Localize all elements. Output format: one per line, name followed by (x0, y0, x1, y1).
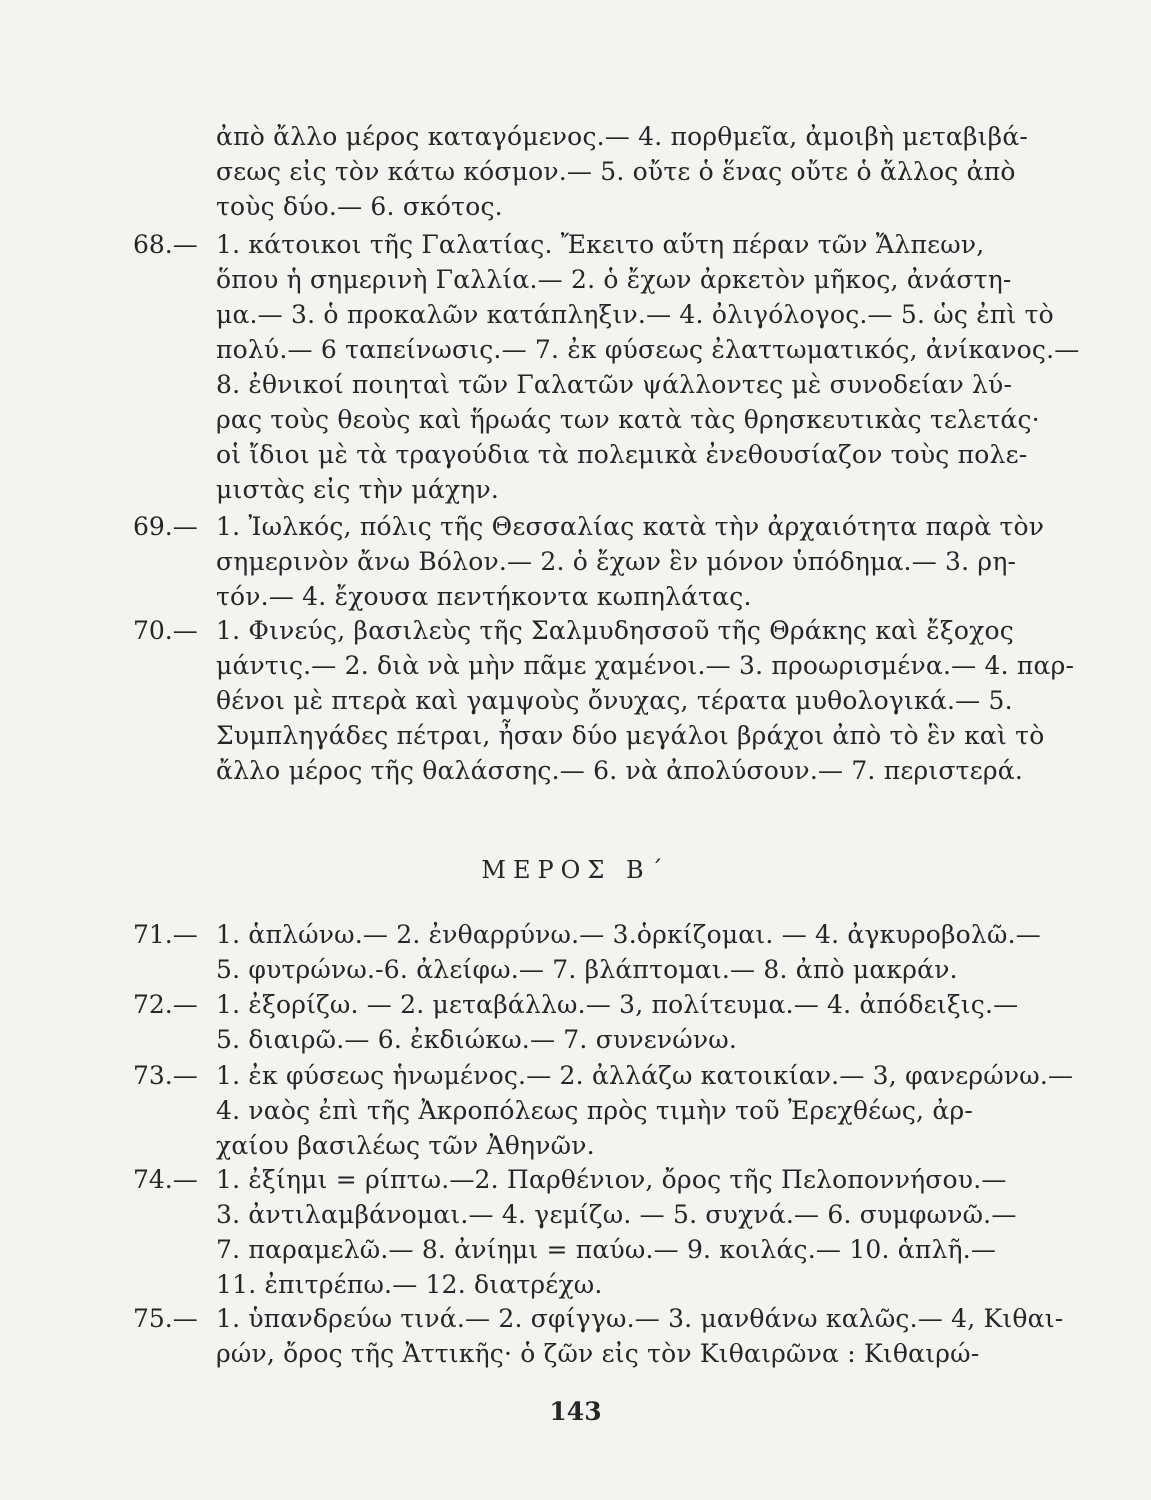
text-line: ρών, ὄρος τῆς Ἀττικῆς· ὁ ζῶν εἰς τὸν Κιθαιρῶνα : Κιθαιρώ- (216, 1339, 980, 1368)
text-line: 1. ἁπλώνω.— 2. ἐνθαρρύνω.— 3.ὁρκίζομαι. — 4. ἀγκυροβολῶ.— (216, 920, 1041, 949)
entry-number: 75.— (133, 1304, 198, 1333)
text-line: 5. φυτρώνω.-6. ἀλείφω.— 7. βλάπτομαι.— 8. ἀπὸ μακράν. (216, 955, 958, 984)
text-line: 1. ἐξορίζω. — 2. μεταβάλλω.— 3, πολίτευμα.— 4. ἀπόδειξις.— (216, 990, 1019, 1019)
text-line: ρας τοὺς θεοὺς καὶ ἥρωάς των κατὰ τὰς θρησκευτικὰς τελετάς· (216, 405, 1040, 434)
text-line: 1. ὑπανδρεύω τινά.— 2. σφίγγω.— 3. μανθάνω καλῶς.— 4, Κιθαι- (216, 1304, 1064, 1333)
text-line: θένοι μὲ πτερὰ καὶ γαμψοὺς ὄνυχας, τέρατα μυθολογικά.— 5. (216, 686, 1013, 715)
text-line: οἱ ἴδιοι μὲ τὰ τραγούδια τὰ πολεμικὰ ἐνεθουσίαζον τοὺς πολε- (216, 440, 1028, 469)
entry-number: 71.— (133, 920, 198, 949)
text-line: τόν.— 4. ἔχουσα πεντήκοντα κωπηλάτας. (216, 582, 752, 611)
part-heading: ΜΕΡΟΣ Β΄ (481, 856, 670, 884)
text-line: 1. ἐκ φύσεως ἡνωμένος.— 2. ἀλλάζω κατοικίαν.— 3, φανερώνω.— (216, 1061, 1074, 1090)
text-line: μιστὰς εἰς τὴν μάχην. (216, 475, 500, 504)
text-line: 4. ναὸς ἐπὶ τῆς Ἀκροπόλεως πρὸς τιμὴν τοῦ Ἐρεχθέως, ἀρ- (216, 1096, 973, 1125)
page-number: 143 (549, 1397, 602, 1426)
entry-number: 70.— (133, 616, 198, 645)
entry-number: 72.— (133, 990, 198, 1019)
text-line: πολύ.— 6 ταπείνωσις.— 7. ἐκ φύσεως ἐλαττωματικός, ἀνίκανος.— (216, 335, 1080, 364)
text-line: 5. διαιρῶ.— 6. ἐκδιώκω.— 7. συνενώνω. (216, 1025, 738, 1054)
text-line: 8. ἐθνικοί ποιηταὶ τῶν Γαλατῶν ψάλλοντες μὲ συνοδείαν λύ- (216, 370, 1013, 399)
entry-number: 69.— (133, 512, 198, 541)
text-line: 1. Φινεύς, βασιλεὺς τῆς Σαλμυδησσοῦ τῆς Θράκης καὶ ἔξοχος (216, 616, 1014, 645)
text-line: μα.— 3. ὁ προκαλῶν κατάπληξιν.— 4. ὀλιγόλογος.— 5. ὡς ἐπὶ τὸ (216, 300, 1054, 329)
text-line: 7. παραμελῶ.— 8. ἀνίημι = παύω.— 9. κοιλάς.— 10. ἁπλῆ.— (216, 1235, 997, 1264)
text-line: 1. Ἰωλκός, πόλις τῆς Θεσσαλίας κατὰ τὴν ἀρχαιότητα παρὰ τὸν (216, 512, 1045, 541)
entry-number: 68.— (133, 230, 198, 259)
text-line: 11. ἐπιτρέπω.— 12. διατρέχω. (216, 1270, 603, 1299)
text-line: τοὺς δύο.— 6. σκότος. (216, 192, 503, 221)
text-line: σημερινὸν ἄνω Βόλον.— 2. ὁ ἔχων ἓν μόνον ὑπόδημα.— 3. ρη- (216, 547, 1017, 576)
text-line: σεως εἰς τὸν κάτω κόσμον.— 5. οὔτε ὁ ἕνας οὔτε ὁ ἄλλος ἀπὸ (216, 157, 1016, 186)
text-line: μάντις.— 2. διὰ νὰ μὴν πᾶμε χαμένοι.— 3. προωρισμένα.— 4. παρ- (216, 651, 1075, 680)
text-line: 3. ἀντιλαμβάνομαι.— 4. γεμίζω. — 5. συχνά.— 6. συμφωνῶ.— (216, 1200, 1017, 1229)
text-line: Συμπληγάδες πέτραι, ἦσαν δύο μεγάλοι βράχοι ἀπὸ τὸ ἓν καὶ τὸ (216, 721, 1045, 750)
text-line: ἀπὸ ἄλλο μέρος καταγόμενος.— 4. πορθμεῖα, ἀμοιβὴ μεταβιβά- (216, 122, 1029, 151)
text-line: 1. ἐξίημι = ρίπτω.—2. Παρθένιον, ὄρος τῆς Πελοποννήσου.— (216, 1165, 1007, 1194)
text-line: ὅπου ἡ σημερινὴ Γαλλία.— 2. ὁ ἔχων ἀρκετὸν μῆκος, ἀνάστη- (216, 265, 1012, 294)
entry-number: 73.— (133, 1061, 198, 1090)
text-line: ἄλλο μέρος τῆς θαλάσσης.— 6. νὰ ἀπολύσουν.— 7. περιστερά. (216, 756, 1023, 785)
text-line: χαίου βασιλέως τῶν Ἀθηνῶν. (216, 1131, 595, 1160)
entry-number: 74.— (133, 1165, 198, 1194)
text-line: 1. κάτοικοι τῆς Γαλατίας. Ἔκειτο αὕτη πέραν τῶν Ἄλπεων, (216, 230, 985, 259)
